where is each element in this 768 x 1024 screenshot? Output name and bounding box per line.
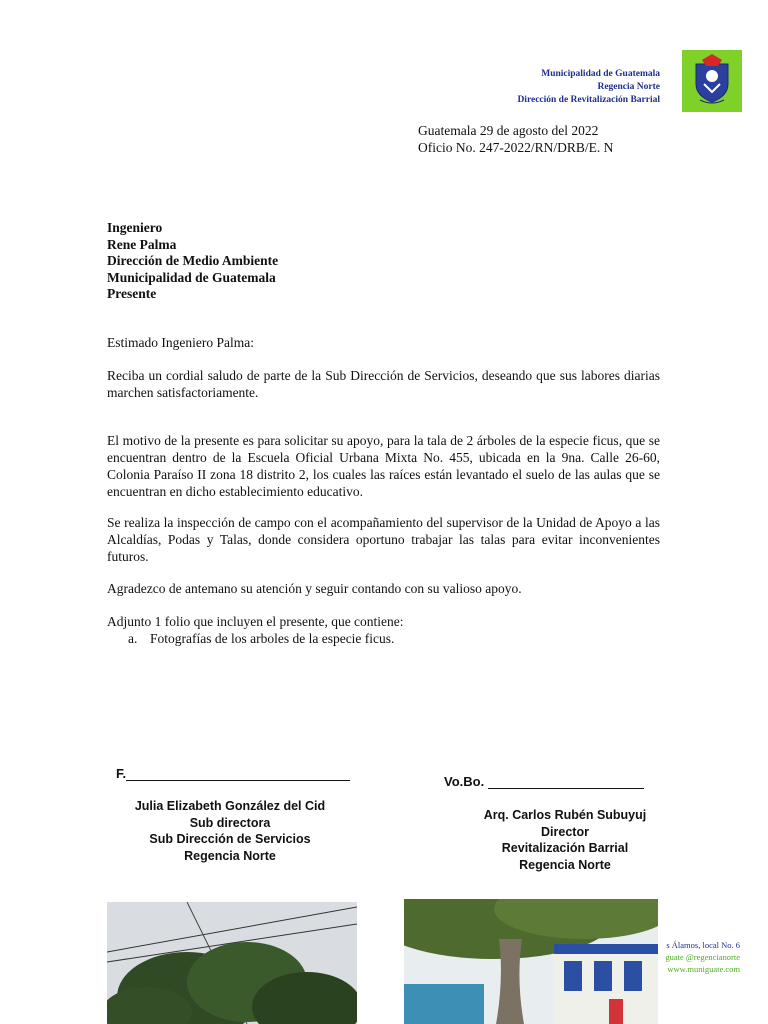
paragraph-request: El motivo de la presente es para solicitar su apoyo, para la tala de 2 árboles de la especie ficus, que se encuentran dentro de la Escuela Oficial Urbana Mixta No. 455, ubicada en la 9na. Calle 26-60, Colonia Paraíso II zona 18 distrito 2, los cuales las raíces están levantado el suelo de las aulas que se encuentran en dicho establecimiento educativo. [107,433,660,499]
list-marker: a. [128,631,138,646]
list-item-text: Fotografías de los arboles de la especie ficus. [150,631,395,646]
signer-region-right: Regencia Norte [519,857,611,872]
signer-role-right: Director [541,824,589,839]
footer-address: s Álamos, local No. 6 [666,940,740,950]
footer-social: guate @regencianorte [665,952,740,962]
letter-date: Guatemala 29 de agosto del 2022 [418,123,599,138]
addressee-organization: Municipalidad de Guatemala [107,269,276,285]
paragraph-thanks: Agradezco de antemano su atención y seguir contando con su valioso apoyo. [107,581,522,596]
signature-block-left [110,798,350,864]
tree-photo-left-image [107,902,357,1024]
signer-unit-left: Sub Dirección de Servicios [149,832,311,846]
addressee-department: Dirección de Medio Ambiente [107,253,279,268]
paragraph-inspection: Se realiza la inspección de campo con el acompañamiento del supervisor de la Unidad de Apoyo a las Alcaldías, Podas y Talas, donde considera oportuno trabajar las talas para evitar inconvenientes futuros. [107,515,660,564]
signature-prefix-vobo: Vo.Bo. [444,774,485,789]
signature-underline-left [126,766,350,781]
signature-line-right [444,774,644,789]
letterhead-text [517,68,660,107]
addressee-block [107,220,278,303]
photo-tree-left [107,902,357,1024]
attachment-list-item [128,630,394,647]
letterhead-line-3: Dirección de Revitalización Barrial [517,95,660,105]
addressee-presente: Presente [107,286,157,301]
signer-region-left: Regencia Norte [184,848,276,863]
addressee-name: Rene Palma [107,236,177,252]
salutation: Estimado Ingeniero Palma: [107,335,254,350]
footer-website: www.muniguate.com [667,964,740,974]
municipality-logo [682,50,742,112]
signer-role-left: Sub directora [189,815,271,830]
signature-underline-right [488,774,644,789]
addressee-title: Ingeniero [107,220,163,235]
signer-name-right: Arq. Carlos Rubén Subuyuj [483,808,647,822]
signature-line-left [116,766,350,781]
footer-contact [656,939,740,975]
letter-meta [418,122,613,156]
letterhead-line-2: Regencia Norte [597,82,660,92]
letterhead-line-1: Municipalidad de Guatemala [541,69,660,79]
photo-tree-right [404,899,658,1024]
shield-emblem-icon [682,50,742,112]
signature-prefix-f: F. [116,766,127,781]
office-number: Oficio No. 247-2022/RN/DRB/E. N [418,140,614,155]
paragraph-attachment: Adjunto 1 folio que incluyen el presente, que contiene: [107,614,404,629]
signer-name-left: Julia Elizabeth González del Cid [134,799,326,813]
paragraph-greeting: Reciba un cordial saludo de parte de la Sub Dirección de Servicios, deseando que sus labores diarias marchen satisfactoriamente. [107,368,660,400]
signature-block-right [460,807,670,873]
tree-photo-right-image [404,899,658,1024]
signer-unit-right: Revitalización Barrial [501,841,629,855]
